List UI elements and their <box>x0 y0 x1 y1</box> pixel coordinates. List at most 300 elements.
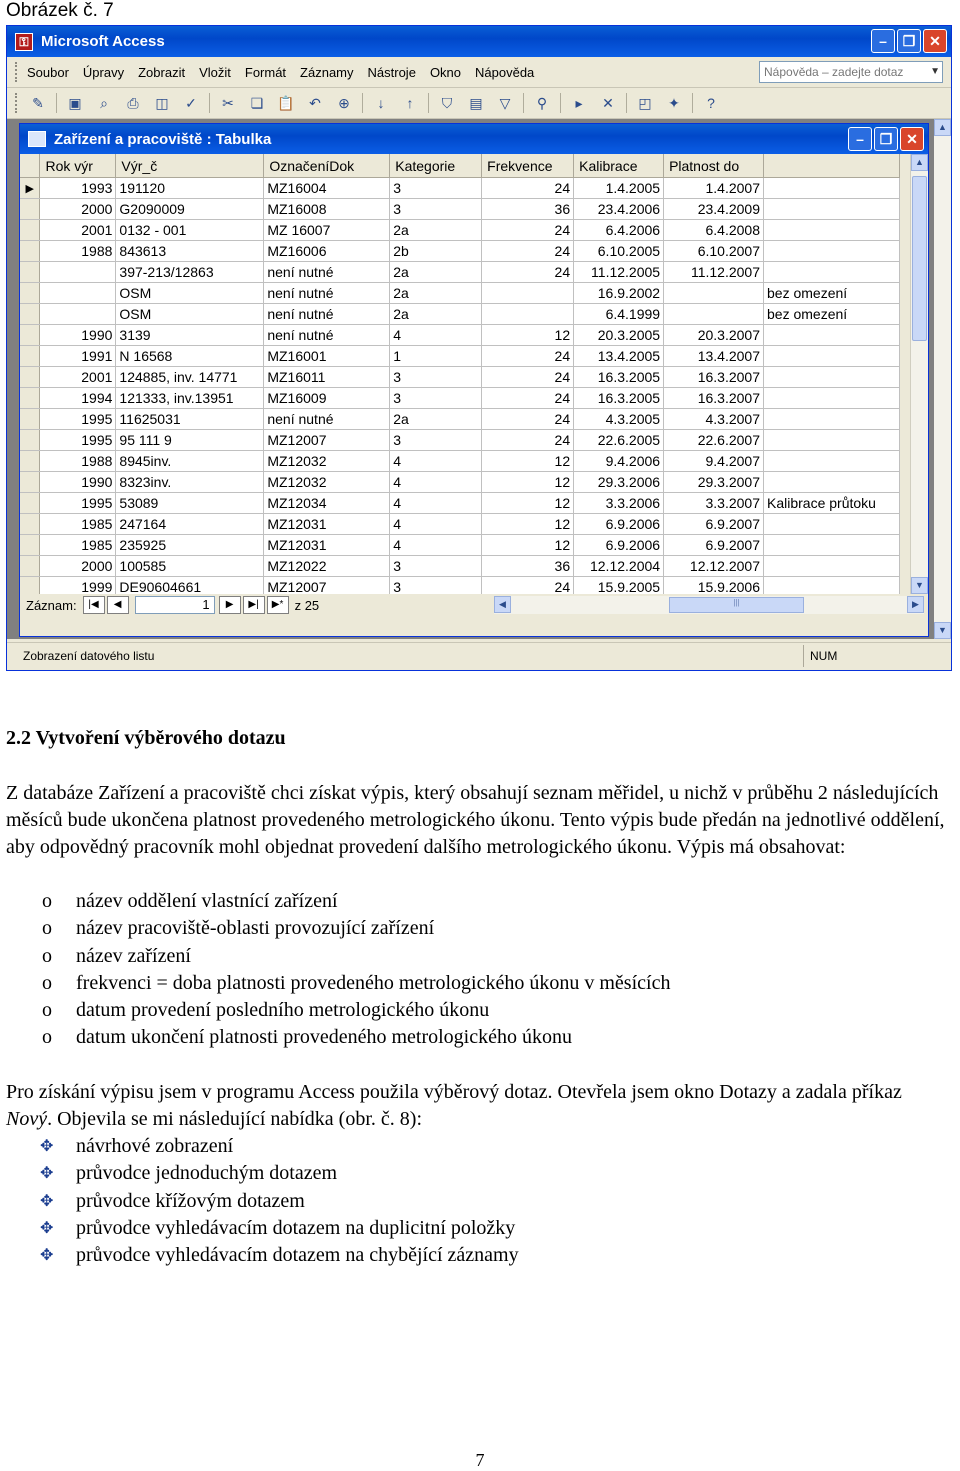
column-header[interactable] <box>764 154 900 178</box>
record-selector[interactable] <box>20 472 40 493</box>
table-cell[interactable]: 12 <box>482 514 574 535</box>
table-cell[interactable]: není nutné <box>264 283 390 304</box>
column-header[interactable]: Kalibrace <box>574 154 664 178</box>
help-icon[interactable]: ? <box>707 95 715 111</box>
table-cell[interactable]: 124885, inv. 14771 <box>116 367 264 388</box>
table-row[interactable] <box>20 388 900 409</box>
table-cell[interactable]: 843613 <box>116 241 264 262</box>
table-cell[interactable]: OSM <box>116 283 264 304</box>
table-cell[interactable] <box>764 178 900 199</box>
table-cell[interactable] <box>482 304 574 325</box>
table-cell[interactable]: Kalibrace průtoku <box>764 493 900 514</box>
table-row[interactable] <box>20 199 900 220</box>
mdi-client-area <box>7 119 951 639</box>
table-cell[interactable]: 24 <box>482 346 574 367</box>
table-row[interactable] <box>20 283 900 304</box>
table-cell[interactable]: 24 <box>482 262 574 283</box>
table-cell[interactable]: není nutné <box>264 325 390 346</box>
table-cell[interactable]: 1995 <box>40 430 116 451</box>
table-cell[interactable]: MZ12007 <box>264 430 390 451</box>
table-cell[interactable]: 24 <box>482 577 574 595</box>
table-cell[interactable]: 4.3.2007 <box>664 409 764 430</box>
table-cell[interactable]: 397-213/12863 <box>116 262 264 283</box>
table-cell[interactable]: 1985 <box>40 514 116 535</box>
record-selector[interactable] <box>20 493 40 514</box>
toolbar-grip[interactable] <box>15 93 21 113</box>
table-row[interactable] <box>20 241 900 262</box>
record-selector[interactable] <box>20 367 40 388</box>
table-cell[interactable]: DE90604661 <box>116 577 264 595</box>
table-row[interactable] <box>20 514 900 535</box>
table-cell[interactable]: 6.9.2006 <box>574 514 664 535</box>
table-cell[interactable] <box>764 451 900 472</box>
table-cell[interactable]: 1999 <box>40 577 116 595</box>
paragraph-intro: Z databáze Zařízení a pracoviště chci získat výpis, který obsahují seznam měřidel, u nichž v průběhu 2 následujících měsíců bude ukončena platnost provedeného metrologického úkonu. Tento výpis bude předán na jednotlivé oddělení, aby odpovědný pracovník mohl objednat provedení dalšího metrologického úkonu. Výpis má obsahovat: <box>6 782 945 858</box>
table-row[interactable] <box>20 220 900 241</box>
scroll-thumb[interactable] <box>912 176 927 341</box>
table-cell[interactable]: 1.4.2007 <box>664 178 764 199</box>
horizontal-scroll-thumb[interactable]: ||| <box>669 597 804 613</box>
close-icon[interactable]: ✕ <box>900 127 924 151</box>
figure-caption: Obrázek č. 7 <box>6 0 114 21</box>
view-icon[interactable]: ✎ <box>32 94 44 111</box>
menu-soubor[interactable]: Soubor <box>27 64 69 80</box>
table-cell[interactable]: 36 <box>482 556 574 577</box>
restore-icon[interactable]: ❐ <box>874 127 898 151</box>
table-cell[interactable]: 2b <box>390 241 482 262</box>
table-cell[interactable]: 1995 <box>40 409 116 430</box>
previous-record-icon[interactable]: ◀ <box>107 596 129 614</box>
table-cell[interactable]: 6.9.2007 <box>664 514 764 535</box>
paste-icon[interactable]: 📋 <box>277 94 295 111</box>
table-cell[interactable]: bez omezení <box>764 283 900 304</box>
record-selector[interactable] <box>20 220 40 241</box>
table-cell[interactable]: 12 <box>482 451 574 472</box>
record-selector[interactable] <box>20 556 40 577</box>
filter-by-form-icon[interactable]: ▤ <box>469 94 483 111</box>
table-cell[interactable]: 36 <box>482 199 574 220</box>
table-cell[interactable]: 4.3.2005 <box>574 409 664 430</box>
menu-vlozit[interactable]: Vložit <box>199 64 231 80</box>
table-cell[interactable]: 2a <box>390 409 482 430</box>
scroll-down-icon[interactable]: ▼ <box>911 577 928 594</box>
table-cell[interactable]: 4 <box>390 514 482 535</box>
current-record-input[interactable]: 1 <box>135 596 215 614</box>
table-cell[interactable]: 3.3.2007 <box>664 493 764 514</box>
app-title: Microsoft Access <box>41 33 165 50</box>
table-cell[interactable]: 15.9.2006 <box>664 577 764 595</box>
table-cell[interactable] <box>764 262 900 283</box>
column-header[interactable]: Výr_č <box>116 154 264 178</box>
table-cell[interactable]: není nutné <box>264 262 390 283</box>
table-cell[interactable]: 2a <box>390 283 482 304</box>
table-cell[interactable]: 12 <box>482 535 574 556</box>
print-icon[interactable]: ⎙ <box>127 94 139 111</box>
scroll-left-icon[interactable]: ◀ <box>494 596 511 613</box>
table-cell[interactable] <box>40 304 116 325</box>
undo-icon[interactable]: ↶ <box>309 94 321 111</box>
table-cell[interactable]: 24 <box>482 367 574 388</box>
num-lock-indicator: NUM <box>803 645 837 667</box>
page-number: 7 <box>475 1450 485 1470</box>
table-cell[interactable] <box>764 430 900 451</box>
table-window-titlebar[interactable] <box>20 124 928 154</box>
cut-icon[interactable]: ✂ <box>222 94 234 111</box>
table-cell[interactable]: 121333, inv.13951 <box>116 388 264 409</box>
record-selector[interactable] <box>20 346 40 367</box>
select-all-corner[interactable] <box>20 154 40 178</box>
table-cell[interactable]: 3 <box>390 178 482 199</box>
list-item: o datum ukončení platnosti provedeného metrologického úkonu <box>42 1026 572 1049</box>
table-cell[interactable]: 20.3.2005 <box>574 325 664 346</box>
table-window <box>19 123 929 637</box>
table-cell[interactable]: 3.3.2006 <box>574 493 664 514</box>
table-cell[interactable]: 1993 <box>40 178 116 199</box>
table-cell[interactable] <box>40 283 116 304</box>
table-cell[interactable]: 24 <box>482 178 574 199</box>
menu-zobrazit[interactable]: Zobrazit <box>138 64 186 80</box>
table-cell[interactable]: 2001 <box>40 367 116 388</box>
minimize-icon[interactable]: – <box>871 29 895 53</box>
table-cell[interactable]: 3 <box>390 556 482 577</box>
table-cell[interactable]: MZ12031 <box>264 514 390 535</box>
column-header[interactable]: OznačeníDok <box>264 154 390 178</box>
menu-napoveda[interactable]: Nápověda <box>475 64 535 80</box>
table-cell[interactable] <box>764 577 900 595</box>
table-cell[interactable]: 11625031 <box>116 409 264 430</box>
first-record-icon[interactable]: |◀ <box>83 596 105 614</box>
bullet-arrows-icon: ✥ <box>40 1165 54 1183</box>
requirements-list <box>6 888 670 1052</box>
access-window <box>6 25 952 671</box>
table-cell[interactable]: 3 <box>390 388 482 409</box>
table-cell[interactable] <box>764 241 900 262</box>
table-cell[interactable]: 1990 <box>40 325 116 346</box>
table-cell[interactable]: 15.9.2005 <box>574 577 664 595</box>
table-cell[interactable]: není nutné <box>264 409 390 430</box>
table-cell[interactable]: 24 <box>482 241 574 262</box>
table-cell[interactable]: 1985 <box>40 535 116 556</box>
table-cell[interactable] <box>764 472 900 493</box>
table-cell[interactable]: 3 <box>390 367 482 388</box>
table-icon <box>28 131 46 147</box>
record-total: z 25 <box>294 597 320 613</box>
table-cell[interactable]: 3 <box>390 199 482 220</box>
column-header[interactable]: Rok výr <box>40 154 116 178</box>
table-cell[interactable]: 2a <box>390 220 482 241</box>
table-cell[interactable]: N 16568 <box>116 346 264 367</box>
table-cell[interactable]: 16.3.2005 <box>574 388 664 409</box>
list-item: o datum provedení posledního metrologického úkonu <box>42 999 490 1022</box>
table-cell[interactable]: 6.4.1999 <box>574 304 664 325</box>
bullet-arrows-icon: ✥ <box>40 1138 54 1155</box>
table-row[interactable] <box>20 556 900 577</box>
table-cell[interactable]: 2000 <box>40 199 116 220</box>
table-cell[interactable]: 9.4.2007 <box>664 451 764 472</box>
table-cell[interactable]: 24 <box>482 220 574 241</box>
dropdown-arrow-icon[interactable]: ▼ <box>930 66 940 77</box>
table-cell[interactable] <box>764 409 900 430</box>
table-cell[interactable]: 1990 <box>40 472 116 493</box>
table-cell[interactable]: 13.4.2007 <box>664 346 764 367</box>
table-cell[interactable]: 1991 <box>40 346 116 367</box>
table-cell[interactable] <box>764 325 900 346</box>
table-cell[interactable] <box>482 283 574 304</box>
record-selector[interactable] <box>20 241 40 262</box>
delete-record-icon[interactable]: ✕ <box>602 94 614 111</box>
table-cell[interactable]: 0132 - 001 <box>116 220 264 241</box>
hyperlink-icon[interactable]: ⊕ <box>338 94 350 111</box>
toolbar-separator <box>626 93 627 113</box>
record-selector[interactable] <box>20 199 40 220</box>
table-cell[interactable]: 6.4.2008 <box>664 220 764 241</box>
table-cell[interactable]: 29.3.2006 <box>574 472 664 493</box>
toolbar-separator <box>692 93 693 113</box>
table-cell[interactable]: MZ12022 <box>264 556 390 577</box>
column-header[interactable]: Frekvence <box>482 154 574 178</box>
find-icon[interactable]: ⚲ <box>536 94 548 111</box>
table-cell[interactable]: 1 <box>390 346 482 367</box>
table-cell[interactable]: 22.6.2007 <box>664 430 764 451</box>
minimize-icon[interactable]: – <box>848 127 872 151</box>
table-cell[interactable]: OSM <box>116 304 264 325</box>
record-selector[interactable] <box>20 262 40 283</box>
new-record-icon[interactable]: ▸ <box>575 94 583 111</box>
table-row[interactable] <box>20 472 900 493</box>
table-row[interactable] <box>20 304 900 325</box>
current-record-indicator-icon[interactable]: ▶ <box>20 178 40 199</box>
table-cell[interactable] <box>40 262 116 283</box>
table-cell[interactable]: 9.4.2006 <box>574 451 664 472</box>
table-cell[interactable]: MZ16004 <box>264 178 390 199</box>
table-cell[interactable] <box>764 388 900 409</box>
save-icon[interactable]: ▣ <box>68 94 82 111</box>
table-cell[interactable]: 2a <box>390 304 482 325</box>
table-cell[interactable]: 23.4.2006 <box>574 199 664 220</box>
table-cell[interactable]: 95 111 9 <box>116 430 264 451</box>
table-cell[interactable]: 12 <box>482 325 574 346</box>
table-row[interactable] <box>20 493 900 514</box>
menu-okno[interactable]: Okno <box>429 64 462 80</box>
database-window-icon[interactable]: ◰ <box>638 94 652 111</box>
table-cell[interactable]: 12.12.2004 <box>574 556 664 577</box>
table-cell[interactable]: 191120 <box>116 178 264 199</box>
table-cell[interactable]: MZ12034 <box>264 493 390 514</box>
record-selector[interactable] <box>20 535 40 556</box>
table-cell[interactable]: 11.12.2005 <box>574 262 664 283</box>
menubar <box>7 57 951 88</box>
table-cell[interactable]: MZ12032 <box>264 472 390 493</box>
table-row[interactable] <box>20 535 900 556</box>
table-cell[interactable]: bez omezení <box>764 304 900 325</box>
table-row[interactable] <box>20 367 900 388</box>
search-file-icon[interactable]: ⌕ <box>100 94 108 111</box>
scroll-down-icon[interactable]: ▼ <box>934 622 951 639</box>
table-cell[interactable]: 247164 <box>116 514 264 535</box>
app-titlebar[interactable] <box>7 26 951 57</box>
table-row[interactable] <box>20 262 900 283</box>
table-cell[interactable] <box>764 514 900 535</box>
close-icon[interactable]: ✕ <box>923 29 947 53</box>
table-cell[interactable]: 16.3.2007 <box>664 388 764 409</box>
menu-upravy[interactable]: Úpravy <box>82 64 125 80</box>
access-key-icon: ⚿ <box>15 33 33 51</box>
table-cell[interactable]: MZ12032 <box>264 451 390 472</box>
table-cell[interactable]: 23.4.2009 <box>664 199 764 220</box>
table-cell[interactable]: 16.9.2002 <box>574 283 664 304</box>
table-cell[interactable]: 29.3.2007 <box>664 472 764 493</box>
sort-descending-icon[interactable]: ↑ <box>406 95 414 111</box>
apply-filter-icon[interactable]: ▽ <box>499 94 511 111</box>
table-cell[interactable] <box>664 304 764 325</box>
table-cell[interactable]: 6.4.2006 <box>574 220 664 241</box>
table-row[interactable] <box>20 178 900 199</box>
record-selector[interactable] <box>20 409 40 430</box>
list-item: o frekvenci = doba platnosti provedeného metrologického úkonu v měsících <box>42 971 671 994</box>
list-item: ✥ průvodce křížovým dotazem <box>6 1188 519 1215</box>
record-selector[interactable] <box>20 430 40 451</box>
table-cell[interactable]: MZ16008 <box>264 199 390 220</box>
print-preview-icon[interactable]: ◫ <box>155 94 169 111</box>
copy-icon[interactable]: ❏ <box>250 94 264 111</box>
scroll-right-icon[interactable]: ▶ <box>907 596 924 613</box>
column-header[interactable]: Platnost do <box>664 154 764 178</box>
table-cell[interactable]: není nutné <box>264 304 390 325</box>
table-cell[interactable]: MZ 16007 <box>264 220 390 241</box>
table-cell[interactable]: 13.4.2005 <box>574 346 664 367</box>
menubar-grip[interactable] <box>15 62 21 82</box>
table-cell[interactable]: 20.3.2007 <box>664 325 764 346</box>
datasheet-body <box>20 178 900 595</box>
table-cell[interactable]: 24 <box>482 409 574 430</box>
table-cell[interactable]: 53089 <box>116 493 264 514</box>
scroll-up-icon[interactable]: ▲ <box>911 154 928 171</box>
table-cell[interactable]: 4 <box>390 493 482 514</box>
table-cell[interactable]: 4 <box>390 472 482 493</box>
new-record-nav-icon[interactable]: ▶* <box>267 596 289 614</box>
table-cell[interactable]: 1995 <box>40 493 116 514</box>
table-cell[interactable]: 6.9.2006 <box>574 535 664 556</box>
table-row[interactable] <box>20 451 900 472</box>
paragraph-query: Pro získání výpisu jsem v programu Access použila výběrový dotaz. Otevřela jsem okno Dotazy a zadala příkaz Nový. Objevila se mi následující nabídka (obr. č. 8): <box>6 1081 902 1130</box>
table-cell[interactable]: 11.12.2007 <box>664 262 764 283</box>
table-cell[interactable]: 6.9.2007 <box>664 535 764 556</box>
table-cell[interactable]: 1988 <box>40 241 116 262</box>
restore-icon[interactable]: ❐ <box>897 29 921 53</box>
bullet-arrows-icon: ✥ <box>40 1192 54 1210</box>
help-search-input[interactable] <box>759 61 943 83</box>
table-cell[interactable] <box>764 556 900 577</box>
record-selector[interactable] <box>20 577 40 595</box>
list-item: o název oddělení vlastnící zařízení <box>42 890 338 912</box>
table-cell[interactable]: 1.4.2005 <box>574 178 664 199</box>
record-selector[interactable] <box>20 283 40 304</box>
table-cell[interactable]: MZ16001 <box>264 346 390 367</box>
record-selector[interactable] <box>20 514 40 535</box>
table-cell[interactable]: 16.3.2007 <box>664 367 764 388</box>
table-cell[interactable] <box>764 535 900 556</box>
table-cell[interactable]: 100585 <box>116 556 264 577</box>
table-cell[interactable]: MZ12031 <box>264 535 390 556</box>
table-row[interactable] <box>20 430 900 451</box>
table-cell[interactable]: MZ16009 <box>264 388 390 409</box>
table-cell[interactable] <box>764 199 900 220</box>
table-cell[interactable]: 22.6.2005 <box>574 430 664 451</box>
app-vertical-scrollbar[interactable] <box>934 119 951 639</box>
table-cell[interactable]: 24 <box>482 430 574 451</box>
spelling-icon[interactable]: ✓ <box>185 94 197 111</box>
sort-ascending-icon[interactable]: ↓ <box>377 95 385 111</box>
table-cell[interactable] <box>764 367 900 388</box>
table-cell[interactable]: 235925 <box>116 535 264 556</box>
table-cell[interactable]: 8323inv. <box>116 472 264 493</box>
table-cell[interactable] <box>764 220 900 241</box>
table-cell[interactable]: G2090009 <box>116 199 264 220</box>
table-cell[interactable]: 4 <box>390 451 482 472</box>
table-cell[interactable]: MZ16011 <box>264 367 390 388</box>
table-cell[interactable]: 1988 <box>40 451 116 472</box>
column-header[interactable]: Kategorie <box>390 154 482 178</box>
list-item: ✥ návrhové zobrazení <box>6 1133 519 1160</box>
table-row[interactable] <box>20 409 900 430</box>
table-cell[interactable]: 12 <box>482 493 574 514</box>
table-row[interactable] <box>20 577 900 595</box>
table-row[interactable] <box>20 346 900 367</box>
record-selector[interactable] <box>20 451 40 472</box>
table-cell[interactable]: 3139 <box>116 325 264 346</box>
menu-zaznamy[interactable]: Záznamy <box>300 64 354 80</box>
new-object-icon[interactable]: ✦ <box>668 94 680 111</box>
query-options-list <box>6 1133 519 1269</box>
table-cell[interactable] <box>764 346 900 367</box>
table-cell[interactable]: 12.12.2007 <box>664 556 764 577</box>
last-record-icon[interactable]: ▶| <box>243 596 265 614</box>
table-cell[interactable]: 3 <box>390 430 482 451</box>
record-navigator <box>20 594 928 616</box>
table-cell[interactable]: 4 <box>390 535 482 556</box>
record-selector[interactable] <box>20 325 40 346</box>
record-label: Záznam: <box>26 597 77 613</box>
table-cell[interactable]: 6.10.2005 <box>574 241 664 262</box>
scroll-up-icon[interactable]: ▲ <box>934 119 951 136</box>
menu-nastroje[interactable]: Nástroje <box>367 64 416 80</box>
table-cell[interactable]: 12 <box>482 472 574 493</box>
table-cell[interactable]: 6.10.2007 <box>664 241 764 262</box>
record-selector[interactable] <box>20 388 40 409</box>
table-cell[interactable]: 4 <box>390 325 482 346</box>
table-cell[interactable]: 3 <box>390 577 482 595</box>
filter-by-selection-icon[interactable]: ⛉ <box>441 94 453 111</box>
table-cell[interactable]: 1994 <box>40 388 116 409</box>
table-cell[interactable]: MZ16006 <box>264 241 390 262</box>
record-selector[interactable] <box>20 304 40 325</box>
menu-format[interactable]: Formát <box>244 64 287 80</box>
table-cell[interactable]: MZ12007 <box>264 577 390 595</box>
table-cell[interactable]: 2a <box>390 262 482 283</box>
datasheet-vertical-scrollbar[interactable] <box>910 154 928 594</box>
table-cell[interactable]: 2000 <box>40 556 116 577</box>
toolbar-separator <box>362 93 363 113</box>
table-cell[interactable]: 24 <box>482 388 574 409</box>
next-record-icon[interactable]: ▶ <box>219 596 241 614</box>
table-cell[interactable]: 16.3.2005 <box>574 367 664 388</box>
toolbar-separator <box>56 93 57 113</box>
table-row[interactable] <box>20 325 900 346</box>
table-cell[interactable] <box>664 283 764 304</box>
table-cell[interactable]: 8945inv. <box>116 451 264 472</box>
datasheet-horizontal-scrollbar[interactable] <box>494 596 924 614</box>
table-cell[interactable]: 2001 <box>40 220 116 241</box>
